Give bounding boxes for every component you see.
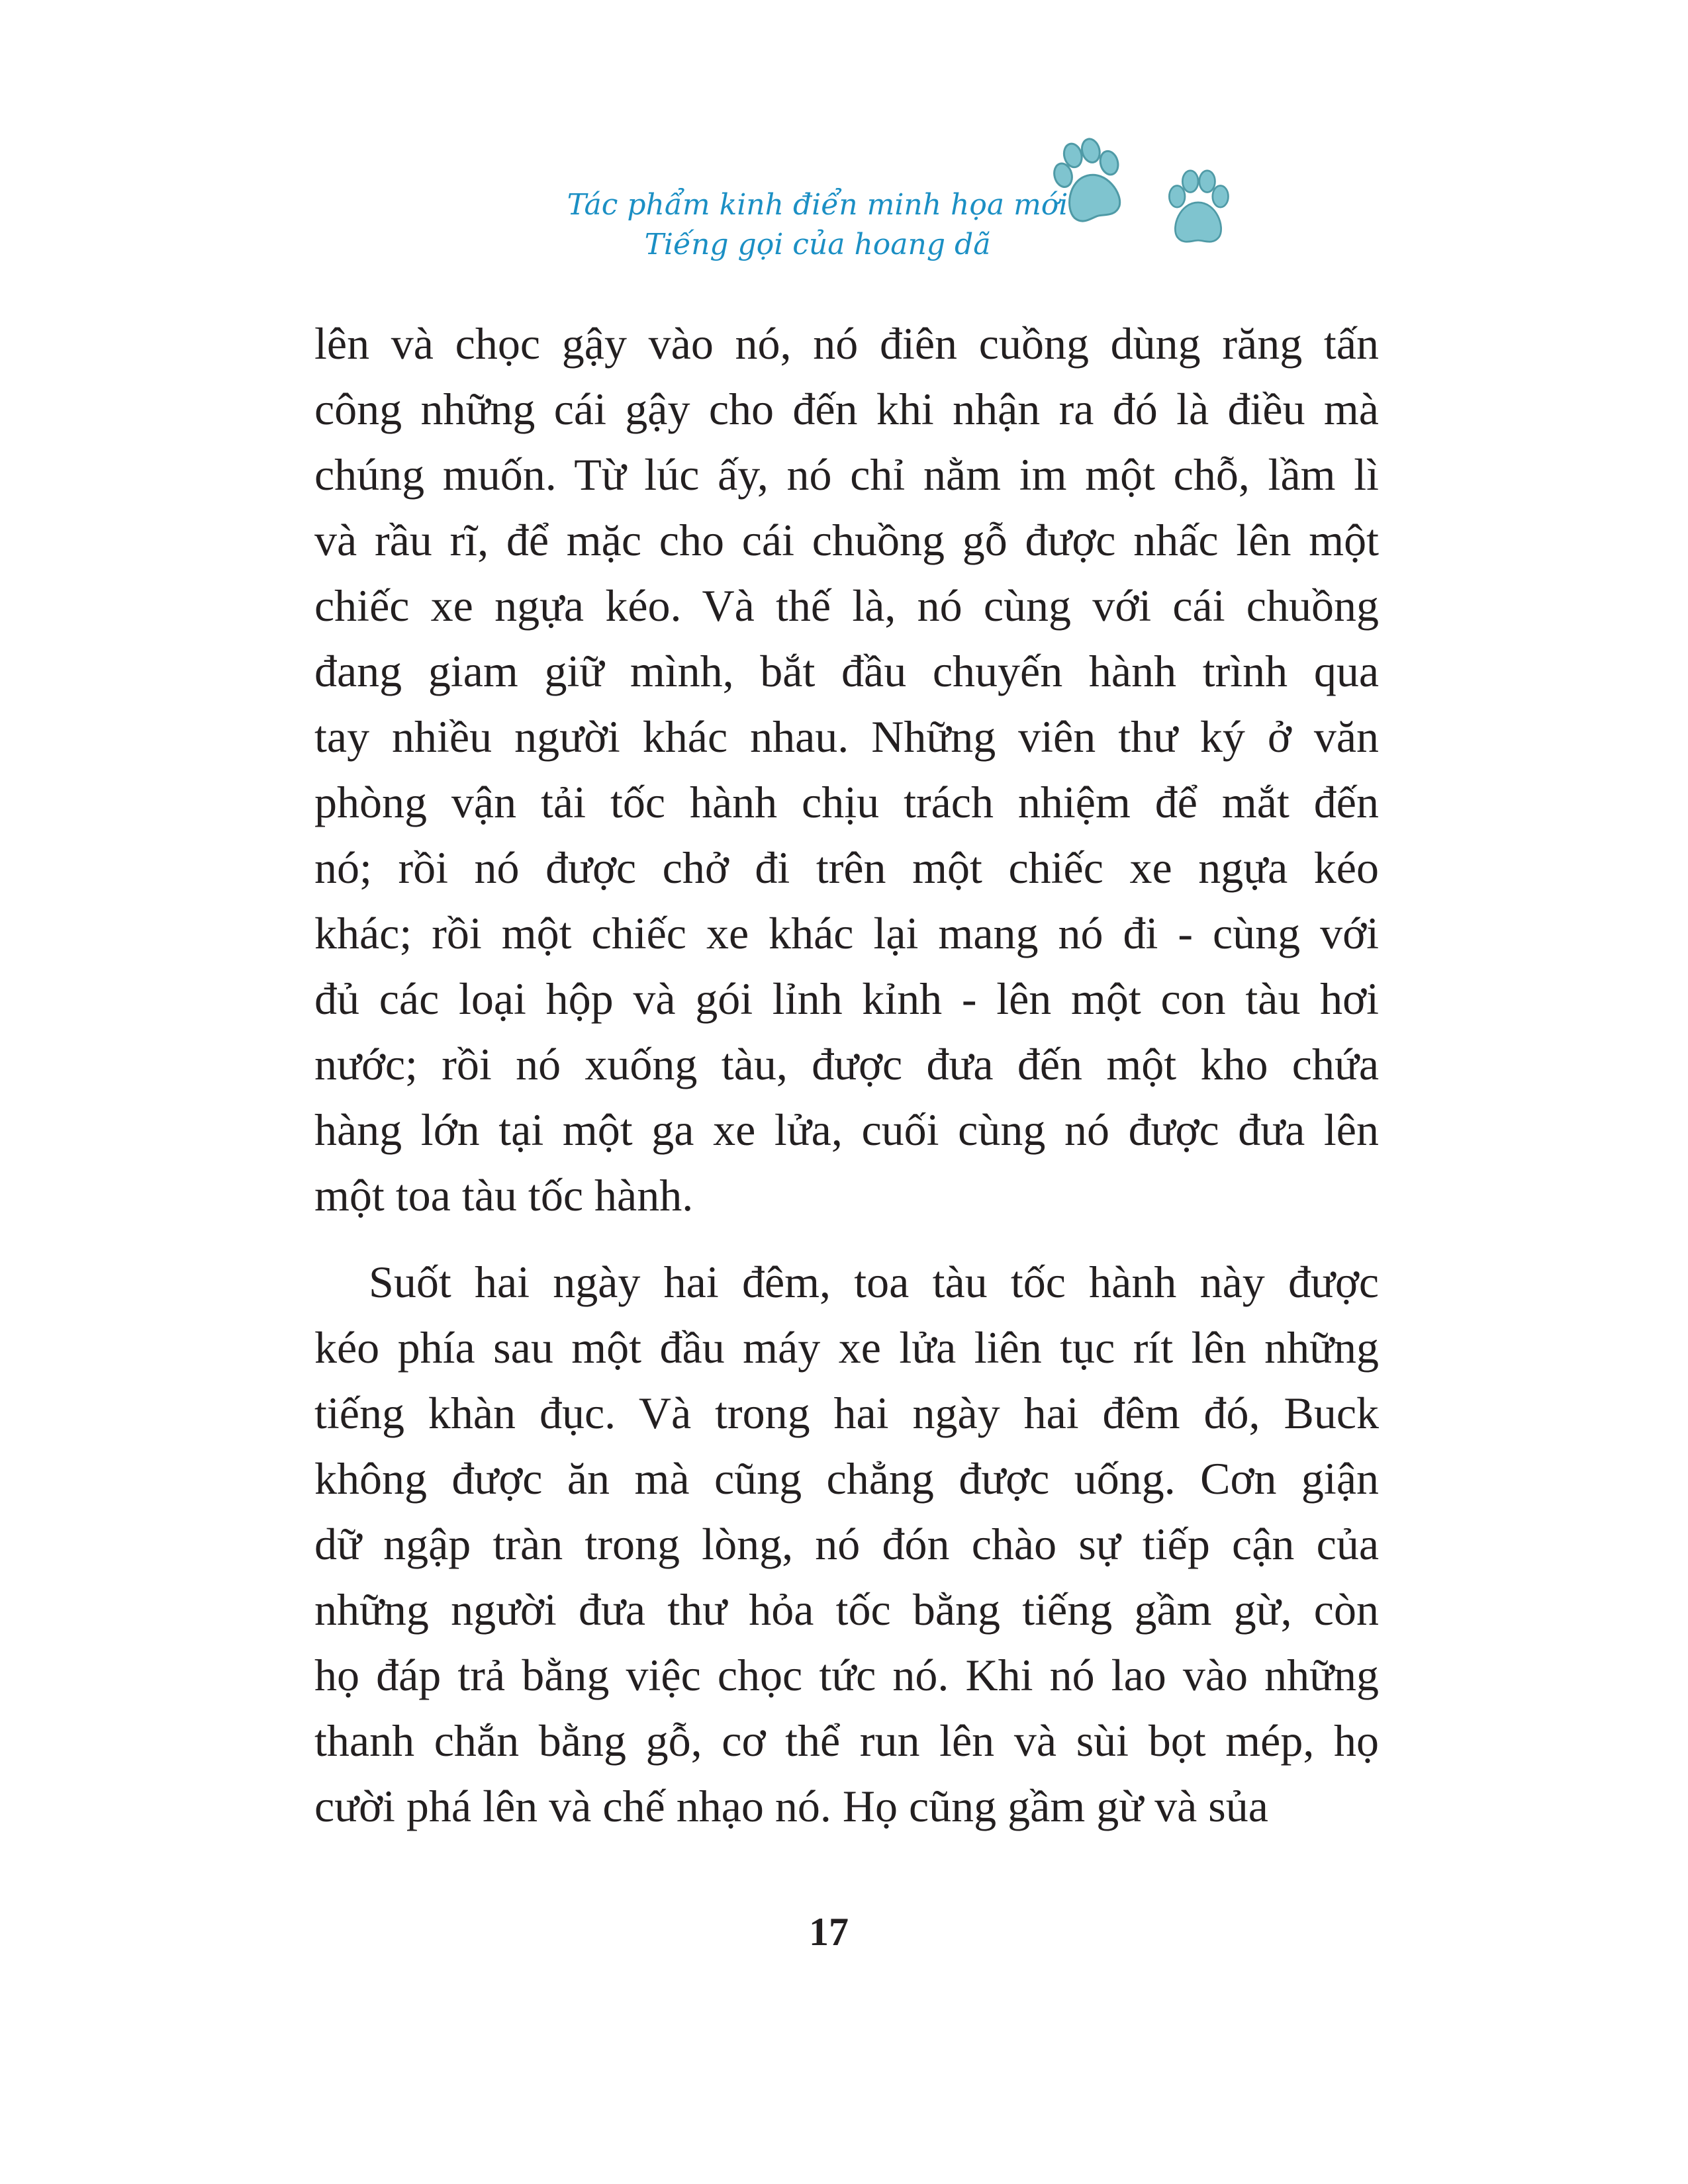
text-line: tiếng khàn đục. Và trong hai ngày hai đêm đó, Buck: [314, 1388, 1379, 1438]
text-line: chúng muốn. Từ lúc ấy, nó chỉ nằm im một chỗ, lầm lì: [314, 449, 1379, 500]
text-line: đang giam giữ mình, bắt đầu chuyến hành trình qua: [314, 646, 1379, 696]
series-title: Tác phẩm kinh điển minh họa mới: [567, 188, 1068, 222]
page-number: 17: [809, 1910, 849, 1954]
paragraph: [314, 311, 1379, 1228]
text-line: dữ ngập tràn trong lòng, nó đón chào sự tiếp cận của: [314, 1519, 1379, 1569]
text-line: khác; rồi một chiếc xe khác lại mang nó đi - cùng với: [314, 908, 1379, 958]
text-line: và rầu rĩ, để mặc cho cái chuồng gỗ được nhấc lên một: [314, 515, 1379, 565]
text-line: họ đáp trả bằng việc chọc tức nó. Khi nó lao vào những: [314, 1650, 1379, 1700]
text-line: kéo phía sau một đầu máy xe lửa liên tục rít lên những: [314, 1322, 1379, 1373]
text-line: chiếc xe ngựa kéo. Và thế là, nó cùng với cái chuồng: [314, 580, 1379, 631]
body-text: [314, 311, 1379, 1839]
book-title: Tiếng gọi của hoang dã: [644, 228, 991, 261]
text-line: phòng vận tải tốc hành chịu trách nhiệm để mắt đến: [314, 777, 1379, 827]
text-line: những người đưa thư hỏa tốc bằng tiếng gầm gừ, còn: [314, 1584, 1379, 1635]
text-line: lên và chọc gậy vào nó, nó điên cuồng dùng răng tấn: [314, 318, 1379, 369]
text-line: Suốt hai ngày hai đêm, toa tàu tốc hành này được: [369, 1257, 1379, 1307]
text-line: một toa tàu tốc hành.: [314, 1170, 694, 1220]
text-line: thanh chắn bằng gỗ, cơ thể run lên và sùi bọt mép, họ: [314, 1715, 1379, 1766]
paw-print-icon: [1165, 169, 1231, 248]
text-line: đủ các loại hộp và gói lỉnh kỉnh - lên một con tàu hơi: [314, 974, 1379, 1024]
paragraph: [314, 1250, 1379, 1839]
text-line: hàng lớn tại một ga xe lửa, cuối cùng nó được đưa lên: [314, 1105, 1379, 1155]
text-line: cười phá lên và chế nhạo nó. Họ cũng gầm gừ và sủa: [314, 1781, 1268, 1831]
text-line: công những cái gậy cho đến khi nhận ra đó là điều mà: [314, 384, 1379, 434]
text-line: tay nhiều người khác nhau. Những viên thư ký ở văn: [314, 711, 1379, 762]
running-header: [0, 185, 1635, 265]
text-line: nó; rồi nó được chở đi trên một chiếc xe ngựa kéo: [314, 842, 1379, 893]
text-line: không được ăn mà cũng chẳng được uống. Cơn giận: [314, 1453, 1379, 1504]
text-line: nước; rồi nó xuống tàu, được đưa đến một kho chứa: [314, 1039, 1379, 1089]
